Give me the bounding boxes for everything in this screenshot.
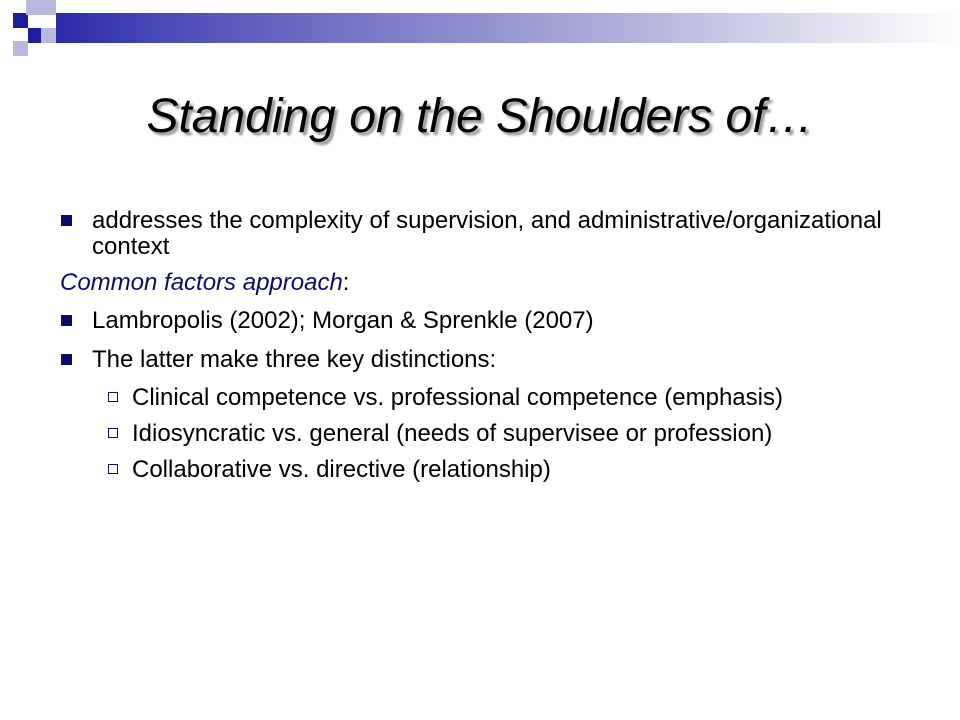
hollow-square-bullet-icon: [108, 464, 118, 474]
sub-bullet-item: [108, 421, 920, 447]
sub-bullet-text: Idiosyncratic vs. general (needs of supervisee or profession): [132, 419, 773, 447]
header-square: [26, 0, 41, 15]
header-square: [41, 28, 56, 43]
header-square: [13, 41, 28, 56]
header-square: [41, 0, 56, 15]
sub-bullet-item: [108, 457, 920, 483]
bullet-item: [60, 347, 920, 373]
section-heading: [60, 270, 920, 296]
header-square: [13, 13, 28, 28]
heading-suffix: :: [342, 269, 350, 297]
bullet-text: The latter make three key distinctions:: [92, 345, 497, 373]
sub-bullet-item: [108, 385, 920, 411]
bullet-item: [60, 208, 920, 260]
square-bullet-icon: [61, 215, 72, 226]
slide-body: [60, 208, 920, 493]
header-gradient-band: [56, 13, 960, 43]
hollow-square-bullet-icon: [108, 428, 118, 438]
square-bullet-icon: [61, 315, 72, 326]
emphasis-text: Common factors approach: [60, 269, 343, 297]
bullet-text: Lambropolis (2002); Morgan & Sprenkle (2007): [92, 307, 594, 335]
slide-title: Standing on the Shoulders of…: [146, 90, 814, 143]
bullet-item: [60, 308, 920, 334]
square-bullet-icon: [61, 354, 72, 365]
hollow-square-bullet-icon: [108, 392, 118, 402]
sub-bullet-text: Clinical competence vs. professional competence (emphasis): [132, 383, 783, 411]
bullet-text: addresses the complexity of supervision, and administrative/organizational context: [92, 207, 882, 261]
sub-bullet-text: Collaborative vs. directive (relationship): [132, 456, 551, 484]
